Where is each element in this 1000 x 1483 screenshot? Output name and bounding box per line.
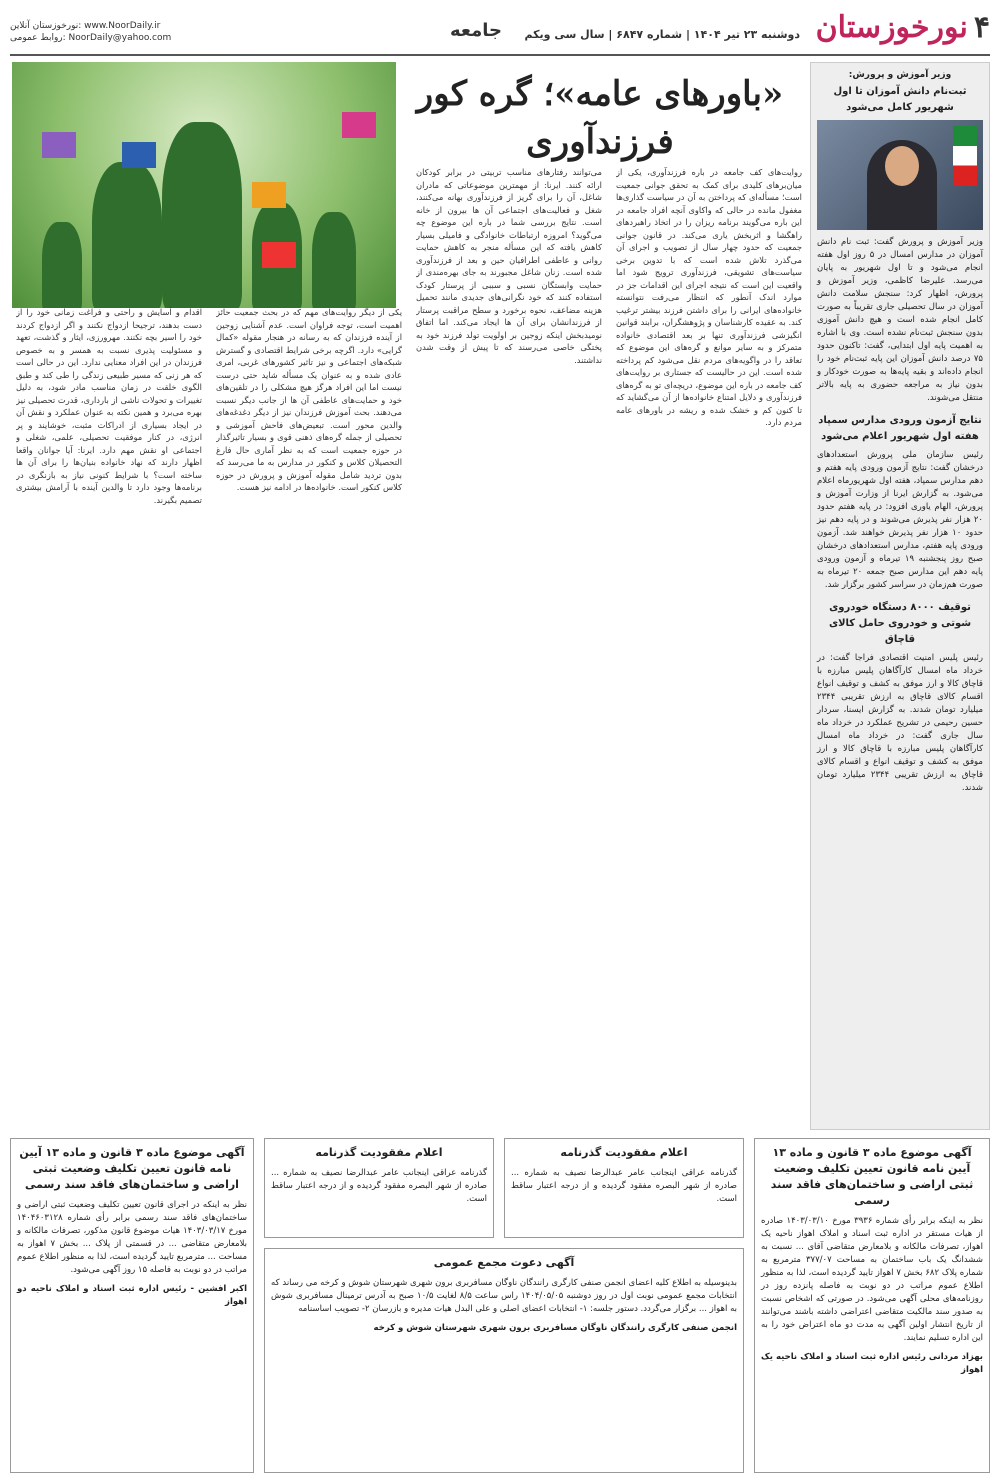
face-shape (885, 146, 919, 186)
sidebar-body: رئیس پلیس امنیت اقتصادی فراجا گفت: در خرداد ماه امسال کارآگاهان پلیس مبارزه با قاچاق کالا و ارز موفق به کشف و توقیف انواع اقسام کالای قاچاق به ارزش تقریبی ۲۳۴۴ میلیارد تومان شدند. به گزارش ایسنا، سردار حسین رحیمی در تشریح عملکرد در خرداد ماه سال جاری گفت: در خرداد ماه امسال کارآگاهان پلیس مبارزه با قاچاق کالا و ارز موفق به کشف و توقیف انواع و اقسام کالای قاچاق به ارزش تقریبی ۲۳۴۴ میلیارد تومان شدند. (817, 653, 984, 793)
passport-loss-ad (504, 1138, 744, 1238)
issue-date: دوشنبه ۲۳ تیر ۱۴۰۴ | شماره ۶۸۴۷ | سال سی ویکم (524, 28, 800, 41)
ad-signature: بهزاد مردانی رئیس اداره ثبت اسناد و املاک ناحیه یک اهواز (761, 1352, 983, 1375)
minister-photo (817, 120, 983, 230)
sidebar-body: رئیس سازمان ملی پرورش استعدادهای درخشان گفت: نتایج آزمون ورودی پایه هفتم و دهم مدارس سمپاد، هفته اول شهریورماه اعلام می‌شود. به گزارش ایرنا از وزارت آموزش و پرورش، الهام یاوری افزود: در پایه هفتم حدود ۲۰ هزار نفر پذیرش می‌شوند و در پایه دهم نیز حدود ۱۰ هزار نفر پذیرش خواهند شد. آزمون ورودی پایه هفتم، مدارس استعدادهای درخشان صبح روز پنجشنبه ۱۹ تیرماه و آزمون ورودی پایه دهم این مدارس صبح جمعه ۲۰ تیرماه به صورت هم‌زمان در سراسر کشور برگزار شد. (817, 450, 984, 590)
sidebar-kicker: وزیر آموزش و پرورش: (848, 70, 952, 80)
ad-signature: اکبر افشین - رئیس اداره ثبت اسناد و املاک ناحیه دو اهواز (17, 1284, 247, 1307)
article-column: می‌توانند رفتارهای مناسب تربیتی در برابر کودکان ارائه کنند. ایرنا: از مهمترین موضوعاتی که مادران شاغل، آن را برای گریز از فرزندآوری بهانه می‌کنند، شغل و فعالیت‌های اجتماعی آن ها بیرون از خانه است. نتایج بررسی شما در باره این موضوع چه می‌گوید؟ امروزه ارتباطات خانوادگی و فامیلی بسیار کاهش یافته که این مسأله منجر به کاهش حمایت روانی و عاطفی اطرافیان حین و بعد از فرزندآوری شده است. زنان شاغل مجبورند به جای بهره‌مندی از حمایت وابستگان نسبی و سببی از پرستار کودک استفاده کنند که خود نگرانی‌های جدیدی مانند تحمیل هزینه مضاعف، نحوه برخورد و سطح مراقبت پرستار از فرزندانشان برای آن ها ایجاد می‌کند. اما اتفاق نومیدبخش اینکه زوجین بر اولویت تولد فرزند خود به پختگی خاصی می‌رسند که تا پیش از وقت شدن نداشتند. (416, 167, 602, 365)
sidebar-item-exam (817, 413, 983, 592)
website-line: نورخوزستان آنلاین: www.NoorDaily.ir (10, 21, 161, 31)
logo-text: نورخوزستان (815, 10, 968, 45)
news-sidebar (810, 62, 990, 1130)
ad-title: آگهی دعوت مجمع عمومی (433, 1256, 575, 1269)
sidebar-headline: ثبت‌نام دانش آموزان تا اول شهریور کامل می‌شود (833, 86, 967, 113)
newspaper-logo (816, 10, 990, 45)
passport-loss-ad (264, 1138, 494, 1238)
butterfly-icon (342, 112, 376, 138)
section-title: جامعه (450, 20, 502, 41)
ad-title: آگهی موضوع ماده ۳ قانون و ماده ۱۳ آیین نامه قانون تعیین تکلیف وضعیت ثبتی اراضی و ساختمان‌های فاقد سند رسمی (19, 1146, 245, 1191)
page-header (10, 10, 990, 56)
butterfly-icon (42, 132, 76, 158)
legal-notice-ad (10, 1138, 254, 1473)
ad-body: نظر به اینکه در اجرای قانون تعیین تکلیف وضعیت ثبتی اراضی و ساختمان‌های فاقد سند رسمی برابر رأی شماره ۱۴۰۴۶۰۳۱۲۸ مورخ ۱۴۰۳/۰۳/۱۷ هیات موضوع قانون مذکور، تصرفات مالکانه و بلامعارض متقاضی ... در قسمتی از پلاک ... بخش ۷ اهواز به مساحت ... مترمربع تایید گردیده است، لذا به منظور اطلاع عموم مراتب در دو نوبت به فاصله ۱۵ روز آگهی می‌شود. (17, 1200, 248, 1275)
sidebar-item-registration (817, 69, 983, 405)
article-column: اقدام و آسایش و راحتی و فراغت زمانی خود را از دست بدهند، ترجیحا ازدواج نکنند و اگر ازدواج کردند خود را اسیر بچه نکنند. مهرورزی، ایثار و گذشت، تعهد و مسئولیت پذیری نسبت به همسر و به خصوص فرزندان در این افراد معنایی ندارد. این در حالی است که هر زنی که مسیر طبیعی زندگی را طی کند و طبق الگوی خلقت در زمان مناسب مادر شود، به دلیل تغییرات و تحولات ناشی از بارداری، قدرت تحصیلی نیز بهره می‌برد و همین نکته به عنوان عملکرد و نقش آن در ایجاد بسیاری از ادراکات مثبت، خوشایند و پر انرژی، در کنار موفقیت تحصیلی، علمی، شغلی و اجتماعی او نقش مهم دارد. ایرنا: آیا جوانان واقعا اظهار دارند که نهاد خانواده بنیان‌ها را برای آن ها ساخته است؟ با شرایط کنونی نیاز به بازنگری در برنامه‌ها وجود دارد تا والدین آینده با آرامش بیشتری تصمیم بگیرند. (16, 307, 202, 505)
ad-body: گذرنامه عراقی اینجانب عامر عبدالرضا نصیف به شماره ... صادره از شهر البصره مفقود گردیده و از درجه اعتبار ساقط است. (271, 1168, 487, 1204)
advertisements (10, 1138, 990, 1473)
ad-signature: انجمن صنفی کارگری رانندگان ناوگان مسافربری برون شهری شهرستان شوش و کرخه (373, 1323, 737, 1333)
ad-title: آگهی موضوع ماده ۳ قانون و ماده ۱۳ آیین نامه قانون تعیین تکلیف وضعیت ثبتی اراضی و ساختمان‌های فاقد سند رسمی (770, 1146, 974, 1207)
butterfly-icon (122, 142, 156, 168)
legal-notice-ad (754, 1138, 990, 1473)
article-column: یکی از دیگر روایت‌های مهم که در بحث جمعیت حائز اهمیت است، توجه فراوان است. عدم آشنایی زوجین از آینده فرزندان که به رسانه در هنجار مقوله «کمال گرایی» دارد. اگرچه برخی شرایط اقتصادی و گسترش شبکه‌های اجتماعی و نیز تاثیر کشورهای غربی، امری عادی شده و به عنوان یک مسأله شاید حتی درست نیست اما این افراد هرگز هیچ مشکلی را در تلقین‌های خود و حمایت‌های عاطفی آن ها از جانب دیگر نسبت می‌دهند. بحث آموزش فرزندان نیز از دیگر دغدغه‌های والدین محور است. تبعیض‌های فاحش آموزشی و تحصیلی از جمله گره‌های ذهنی قوی و بسیار تاثیرگذار در حوزه جمعیت است که به نظر آماری حال فارغ التحصیلان کلاس و کنکور در مدارس به ما می‌رسد که بدون تردید شامل مقوله آموزش و پرورش در حوزه کلاس کنکور است. خانواده‌ها در ادامه نیز هست. (216, 307, 402, 492)
ad-title: اعلام مفقودیت گذرنامه (315, 1146, 443, 1159)
email-line: روابط عمومی: NoorDaily@yahoo.com (10, 33, 172, 43)
contact-info (10, 20, 171, 44)
article-column: روایت‌های کف جامعه در باره فرزندآوری، یکی از میان‌برهای کلیدی برای کمک به تحقق جوانی جمعیت است؛ مسأله‌ای که پرداختن به آن در سیاست گذاری‌ها مغفول مانده در حالی که واکاوی آنچه افراد جامعه در این باره می‌گویند برنامه ریزان را در اتخاذ راهبردهای راهگشا و اثربخش یاری می‌کند. در قانون جوانی جمعیت که حدود چهار سال از تصویب و اجرای آن می‌گذرد تلاش شده است که با تدوین برخی سیاست‌های تشویقی، فرزندآوری ترویج شود اما واقعیت این است که نتیجه اجرای این اقدامات جز در موارد اندک آنطور که انتظار می‌رفت نتوانسته خانواده‌های ایرانی را برای داشتن فرزند بیشتر ترغیب کند. به عقیده کارشناسان و پژوهشگران، برابند قوانین انگیزشی فرزندآوری تنها بر بعد اقتصادی خانواده متمرکز و به سایر موانع و گره‌های این موضوع که تعاقد را در واگویه‌های مردم نقل می‌شود کم پرداخته شده است. این در حالیست که جستاری بر روایت‌های کف جامعه در باره این موضوع، دریچه‌ای تو به گره‌های فرزندآوری و دلایل امتناع خانواده‌ها از آن می‌گشاید که تا کنون کم و خشک شده و ریشه در باورهای عامه مردم دارد. (616, 167, 802, 427)
ad-body: نظر به اینکه برابر رأی شماره ۳۹۳۶ مورخ ۱۴۰۳/۰۳/۱۰ صادره از هیات مستقر در اداره ثبت اسناد و املاک اهواز ناحیه یک اهواز، تصرفات مالکانه و بلامعارض متقاضی آقای ... نسبت به ششدانگ یک باب ساختمان به مساحت ۳۷۷/۰۷ مترمربع به شماره پلاک ۶۸۲ بخش ۷ اهواز تایید گردیده است، لذا به منظور اطلاع عموم مراتب در دو نوبت به فاصله پانزده روز در روزنامه‌های محلی آگهی می‌شود. در صورتی که اشخاص نسبت به صدور سند مالکیت متقاضی اعتراضی داشته باشند می‌توانند از تاریخ انتشار اولین آگهی به مدت دو ماه اعتراض خود را به این اداره تسلیم نمایند. (761, 1216, 983, 1343)
sidebar-headline: توقیف ۸۰۰۰ دستگاه خودروی شوتی و خودروی حامل کالای قاچاق (828, 602, 972, 645)
assembly-invitation-ad (264, 1248, 744, 1473)
sidebar-headline: نتایج آزمون ورودی مدارس سمپاد هفته اول شهریور اعلام می‌شود (818, 415, 982, 442)
ad-title: اعلام مفقودیت گذرنامه (560, 1146, 688, 1159)
sidebar-item-smuggling (817, 600, 983, 795)
sidebar-body: وزیر آموزش و پرورش گفت: ثبت نام دانش آموزان در مدارس امسال در ۵ روز اول هفته انجام می‌شود و تا اول شهریور به پایان می‌رسد. علیرضا کاظمی، وزیر آموزش و پرورش، اظهار کرد: سنجش سلامت دانش آموزان در سال تحصیلی جاری تقریباً به صورت کامل انجام شده است و هیچ دانش آموزی بدون سنجش ثبت‌نام نشده است. وی با اشاره به اهمیت پایه اول ابتدایی، گفت: تاکنون حدود ۷۵ درصد دانش آموزان این پایه ثبت‌نام خود را انجام داده‌اند و بقیه پایه‌ها به صورت خودکار و بدون نیاز به مراجعه حضوری به پایه بالاتر منتقل می‌شوند. (817, 237, 983, 403)
ad-body: بدینوسیله به اطلاع کلیه اعضای انجمن صنفی کارگری رانندگان ناوگان مسافربری برون شهری شهرستان شوش و کرخه می رساند که انتخابات مجمع عمومی نوبت اول در روز دوشنبه ۱۴۰۴/۰۵/۰۵ راس ساعت ۸/۵ لغایت ۱۰/۵ صبح به آدرس ترمینال مسافربری شوش به اهواز ... برگزار می‌گردد. دستور جلسه: ۱- انتخابات اعضای اصلی و علی البدل هیات مدیره و بازرسان ۲- تصویب اساسنامه (271, 1278, 737, 1314)
article-title: «باورهای عامه»؛ گره کور فرزندآوری (416, 74, 784, 162)
ad-body: گذرنامه عراقی اینجانب عامر عبدالرضا نصیف به شماره ... صادره از شهر البصره مفقود گردیده و از درجه اعتبار ساقط است. (511, 1168, 737, 1204)
flag-icon (953, 126, 977, 186)
page-number: ۴ (973, 10, 990, 45)
main-article (12, 166, 802, 1096)
